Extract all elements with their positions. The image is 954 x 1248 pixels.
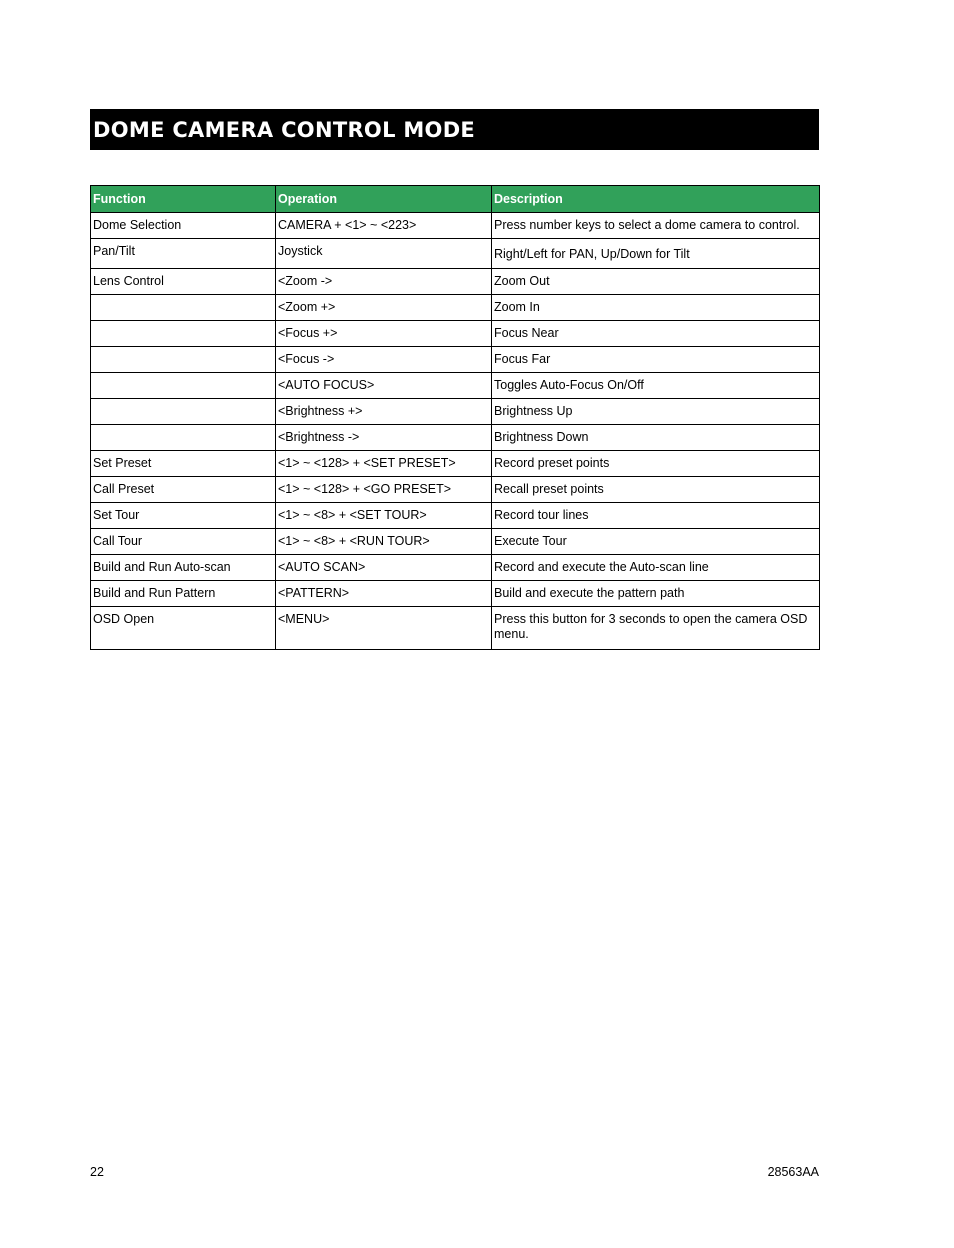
cell-description: Brightness Down	[492, 425, 820, 451]
table-row	[91, 399, 820, 425]
table-row	[91, 213, 820, 239]
table-row	[91, 425, 820, 451]
cell-function	[91, 399, 276, 425]
header-function: Function	[91, 186, 276, 213]
page-number: 22	[90, 1165, 104, 1179]
table-header-row	[91, 186, 820, 213]
page-title: DOME CAMERA CONTROL MODE	[93, 117, 476, 142]
table-row	[91, 555, 820, 581]
cell-operation: <Brightness ->	[276, 425, 492, 451]
cell-description: Toggles Auto-Focus On/Off	[492, 373, 820, 399]
cell-function: OSD Open	[91, 607, 276, 650]
cell-operation: <1> ~ <8> + <RUN TOUR>	[276, 529, 492, 555]
cell-description: Right/Left for PAN, Up/Down for Tilt	[492, 239, 820, 269]
cell-function: Set Tour	[91, 503, 276, 529]
cell-description: Focus Near	[492, 321, 820, 347]
control-table	[90, 185, 820, 650]
cell-description: Record preset points	[492, 451, 820, 477]
table-row	[91, 607, 820, 650]
cell-operation: Joystick	[276, 239, 492, 269]
cell-operation: <AUTO FOCUS>	[276, 373, 492, 399]
table-row	[91, 269, 820, 295]
cell-operation: <1> ~ <8> + <SET TOUR>	[276, 503, 492, 529]
cell-description: Record tour lines	[492, 503, 820, 529]
table-row	[91, 503, 820, 529]
table-row	[91, 295, 820, 321]
cell-operation: <PATTERN>	[276, 581, 492, 607]
cell-description: Press number keys to select a dome camera to control.	[492, 213, 820, 239]
table-row	[91, 239, 820, 269]
cell-description: Recall preset points	[492, 477, 820, 503]
header-description: Description	[492, 186, 820, 213]
cell-function: Set Preset	[91, 451, 276, 477]
cell-function	[91, 373, 276, 399]
cell-description: Record and execute the Auto-scan line	[492, 555, 820, 581]
cell-function: Build and Run Pattern	[91, 581, 276, 607]
cell-function	[91, 425, 276, 451]
section-title-bar	[90, 109, 819, 150]
cell-description: Execute Tour	[492, 529, 820, 555]
table-row	[91, 529, 820, 555]
cell-operation: <Focus ->	[276, 347, 492, 373]
cell-description: Zoom Out	[492, 269, 820, 295]
cell-description: Focus Far	[492, 347, 820, 373]
cell-function: Dome Selection	[91, 213, 276, 239]
cell-function: Pan/Tilt	[91, 239, 276, 269]
cell-operation: <Brightness +>	[276, 399, 492, 425]
cell-operation: <AUTO SCAN>	[276, 555, 492, 581]
cell-function	[91, 321, 276, 347]
cell-operation: <MENU>	[276, 607, 492, 650]
cell-operation: <1> ~ <128> + <SET PRESET>	[276, 451, 492, 477]
cell-operation: <Zoom +>	[276, 295, 492, 321]
cell-function: Call Preset	[91, 477, 276, 503]
cell-description: Press this button for 3 seconds to open the camera OSD menu.	[492, 607, 820, 650]
cell-function: Lens Control	[91, 269, 276, 295]
cell-operation: <Focus +>	[276, 321, 492, 347]
cell-description: Zoom In	[492, 295, 820, 321]
table-row	[91, 373, 820, 399]
table-row	[91, 477, 820, 503]
cell-operation: CAMERA + <1> ~ <223>	[276, 213, 492, 239]
cell-function	[91, 295, 276, 321]
cell-function: Call Tour	[91, 529, 276, 555]
table-row	[91, 347, 820, 373]
cell-description: Build and execute the pattern path	[492, 581, 820, 607]
cell-description: Brightness Up	[492, 399, 820, 425]
table-row	[91, 321, 820, 347]
table-row	[91, 451, 820, 477]
cell-function: Build and Run Auto-scan	[91, 555, 276, 581]
header-operation: Operation	[276, 186, 492, 213]
cell-operation: <Zoom ->	[276, 269, 492, 295]
cell-function	[91, 347, 276, 373]
document-code: 28563AA	[767, 1165, 819, 1179]
cell-operation: <1> ~ <128> + <GO PRESET>	[276, 477, 492, 503]
table-row	[91, 581, 820, 607]
